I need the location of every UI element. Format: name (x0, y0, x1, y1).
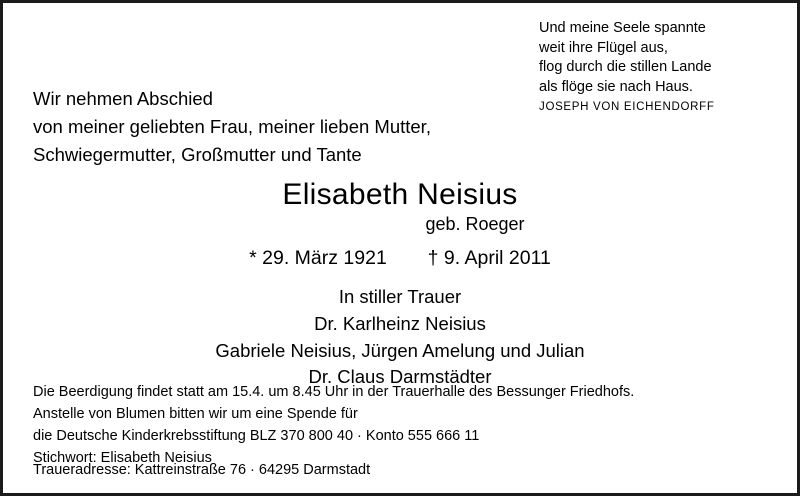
mourner-name: Gabriele Neisius, Jürgen Amelung und Julian (215, 339, 585, 361)
intro-block (33, 85, 533, 169)
birth-date: * 29. März 1921 (249, 246, 387, 269)
deceased-dates (3, 247, 797, 270)
poem-line: flog durch die stillen Lande (539, 59, 712, 76)
obituary-inner (3, 3, 797, 493)
mourners-block (3, 284, 797, 391)
mourner-name: Dr. Claus Darmstädter (308, 366, 492, 388)
death-date: † 9. April 2011 (427, 246, 551, 269)
poem-block (539, 19, 769, 116)
notes-line: Anstelle von Blumen bitten wir um eine Spende für (33, 406, 358, 423)
notes-line: Stichwort: Elisabeth Neisius (33, 450, 212, 467)
notes-line: Die Beerdigung findet statt am 15.4. um 8.45 Uhr in der Trauerhalle des Bessunger Friedhofs. (33, 384, 635, 400)
notes-line: die Deutsche Kinderkrebsstiftung BLZ 370 800 40 · Konto 555 666 11 (33, 428, 480, 445)
deceased-block (3, 178, 797, 270)
poem-line: weit ihre Flügel aus, (539, 39, 668, 56)
poem-line: Und meine Seele spannte (539, 20, 706, 36)
funeral-notes (33, 381, 771, 469)
intro-line: von meiner geliebten Frau, meiner lieben Mutter, (33, 116, 431, 138)
intro-line: Wir nehmen Abschied (33, 88, 213, 109)
poem-author: JOSEPH VON EICHENDORFF (539, 101, 715, 114)
mourner-name: Dr. Karlheinz Neisius (314, 312, 486, 334)
deceased-maiden-name: geb. Roeger (425, 213, 525, 234)
poem-line: als flöge sie nach Haus. (539, 78, 693, 95)
condolence-address: Traueradresse: Kattreinstraße 76 · 64295 Darmstadt (33, 462, 371, 478)
intro-line: Schwiegermutter, Großmutter und Tante (33, 144, 362, 166)
mourners-heading: In stiller Trauer (338, 286, 462, 307)
deceased-name: Elisabeth Neisius (282, 178, 518, 211)
